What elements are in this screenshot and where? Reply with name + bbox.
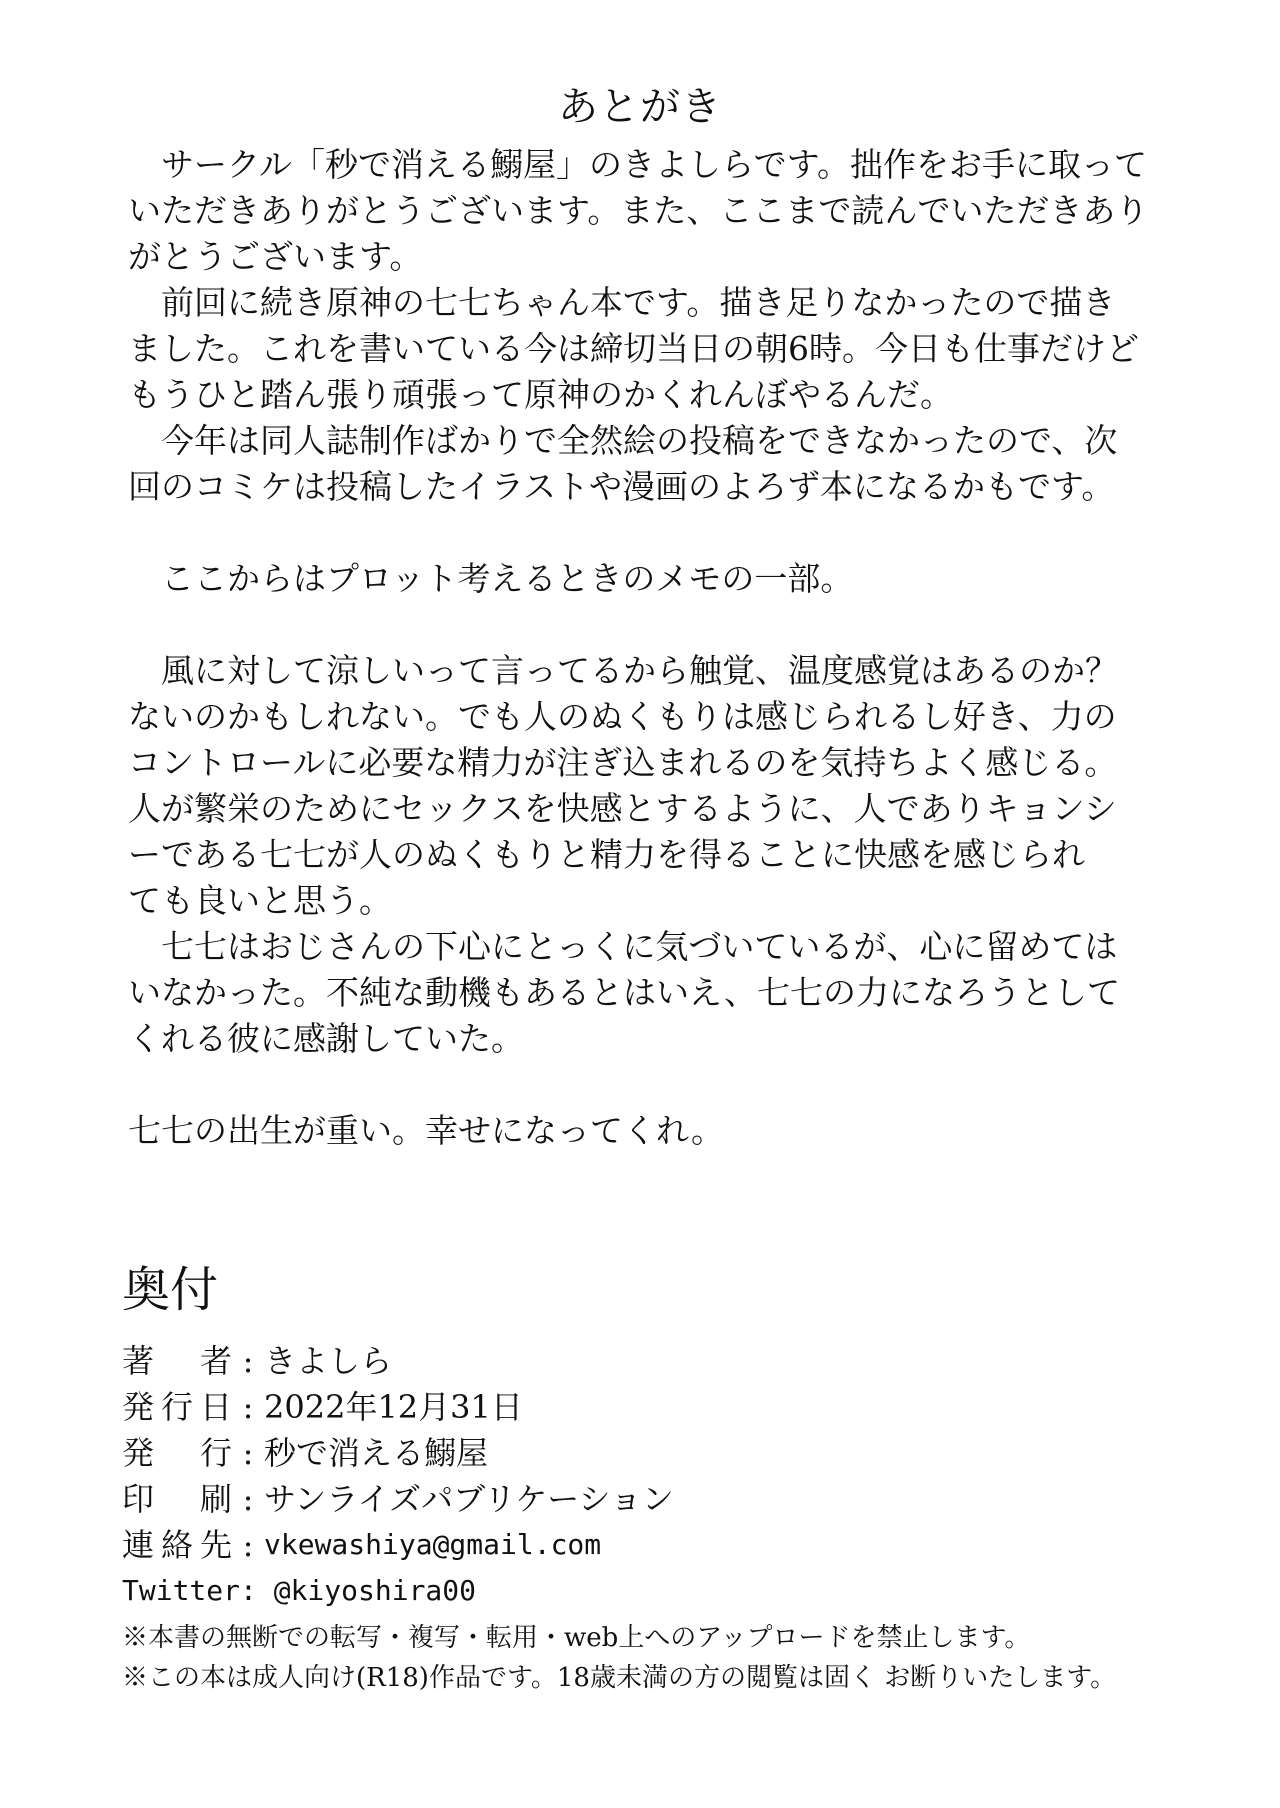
afterword-line: ないのかもしれない。でも人のぬくもりは感じられるし好き、力の: [128, 697, 1117, 736]
separator: :: [242, 1388, 254, 1426]
paragraph-gap: [128, 510, 1168, 556]
afterword-line: 回のコミケは投稿したイラストや漫画のよろず本になるかもです。: [128, 467, 1115, 506]
afterword-line: 今年は同人誌制作ばかりで全然絵の投稿をできなかったので、次: [161, 421, 1118, 460]
author-label: 著者: [122, 1342, 232, 1380]
date-label: 発行日: [122, 1388, 232, 1426]
publisher-value: 秒で消える鰯屋: [264, 1434, 489, 1472]
notice-adult-content: ※この本は成人向け(R18)作品です。18歳未満の方の閲覧は固く お断りいたします。: [122, 1663, 1117, 1693]
contact-label: 連絡先: [122, 1526, 232, 1564]
afterword-line: ーである七七が人のぬくもりと精力を得ることに快感を感じられ: [128, 835, 1085, 874]
printer-label: 印刷: [122, 1480, 232, 1518]
paragraph-gap: [128, 602, 1168, 648]
afterword-line: 七七はおじさんの下心にとっくに気づいているが、心に留めては: [161, 927, 1118, 966]
afterword-line: コントロールに必要な精力が注ぎ込まれるのを気持ちよく感じる。: [128, 743, 1118, 782]
afterword-body: [128, 142, 1168, 1154]
afterword-title: あとがき: [558, 84, 722, 130]
colophon-details: [122, 1338, 1182, 1614]
afterword-line: いただきありがとうございます。また、ここまで読んでいただきあり: [128, 191, 1149, 230]
separator: :: [242, 1342, 254, 1380]
colophon-row-date: [122, 1384, 1182, 1430]
afterword-line: くれる彼に感謝していた。: [128, 1019, 524, 1058]
afterword-line: ここからはプロット考えるときのメモの一部。: [161, 559, 854, 598]
notice-no-reproduction: ※本書の無断での転写・複写・転用・web上へのアップロードを禁止します。: [122, 1623, 1031, 1653]
separator: :: [242, 1434, 254, 1472]
afterword-line: 前回に続き原神の七七ちゃん本です。描き足りなかったので描き: [161, 283, 1116, 322]
separator: :: [242, 1526, 254, 1564]
separator: :: [242, 1480, 254, 1518]
colophon-row-contact: [122, 1522, 1182, 1568]
printer-value: サンライズパブリケーション: [264, 1480, 674, 1518]
paragraph-gap: [128, 1062, 1168, 1108]
afterword-line: いなかった。不純な動機もあるとはいえ、七七の力になろうとして: [128, 973, 1120, 1012]
contact-email: vkewashiya@gmail.com: [264, 1528, 602, 1561]
twitter-handle: Twitter: @kiyoshira00: [122, 1574, 477, 1607]
legal-notices: [122, 1618, 1242, 1698]
colophon-row-printer: [122, 1476, 1182, 1522]
colophon-row-publisher: [122, 1430, 1182, 1476]
afterword-line: ました。これを書いている今は締切当日の朝6時。今日も仕事だけど: [128, 329, 1139, 368]
afterword-line: がとうございます。: [128, 237, 423, 276]
colophon-title: 奥付: [122, 1262, 219, 1318]
afterword-line: もうひと踏ん張り頑張って原神のかくれんぼやるんだ。: [128, 375, 953, 414]
author-value: きよしら: [264, 1342, 393, 1380]
afterword-line: サークル「秒で消える鰯屋」のきよしらです。拙作をお手に取って: [161, 145, 1148, 184]
afterword-line: 人が繁栄のためにセックスを快感とするように、人でありキョンシ: [128, 789, 1117, 828]
date-value: 2022年12月31日: [264, 1388, 523, 1426]
afterword-line: ても良いと思う。: [128, 881, 392, 920]
afterword-line: 風に対して涼しいって言ってるから触覚、温度感覚はあるのか？: [161, 651, 1118, 690]
afterword-line: 七七の出生が重い。幸せになってくれ。: [128, 1111, 724, 1150]
publisher-label: 発行: [122, 1434, 232, 1472]
colophon-row-author: [122, 1338, 1182, 1384]
